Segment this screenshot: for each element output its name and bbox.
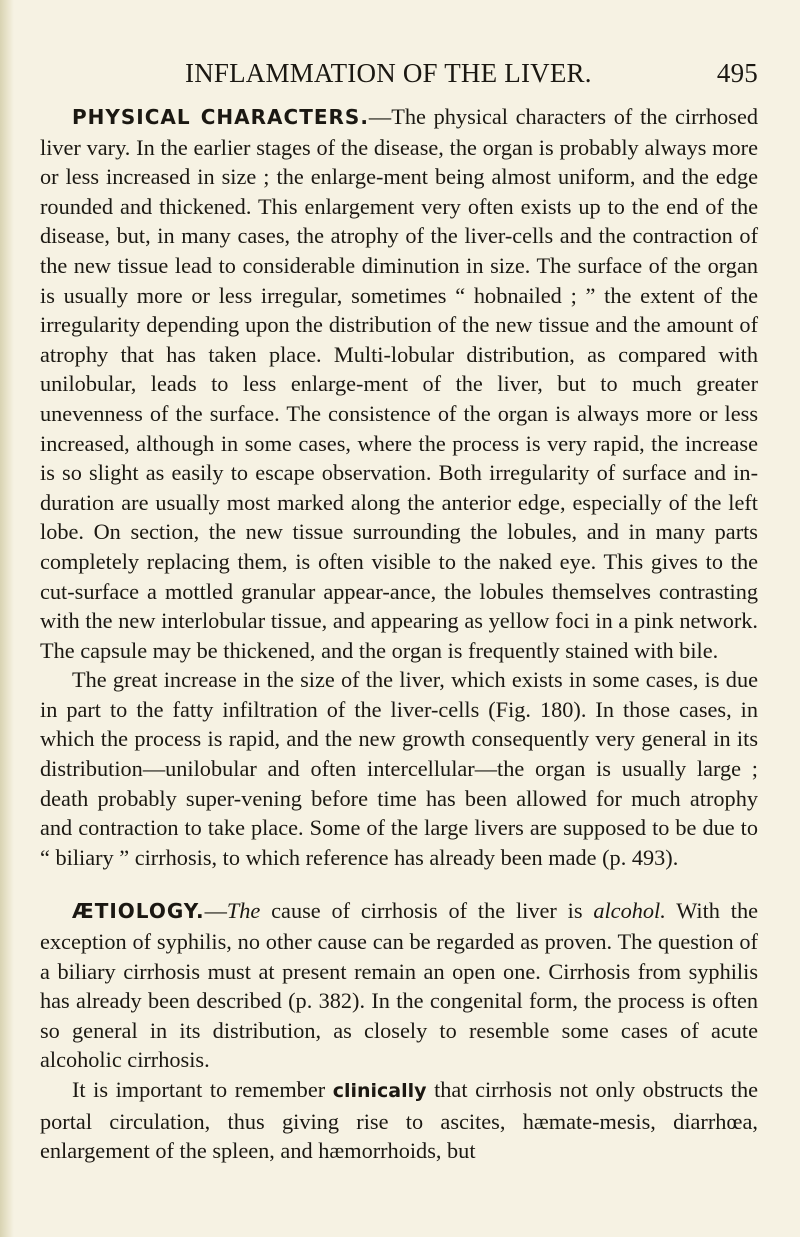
aetiology-italic-the: The bbox=[226, 898, 261, 924]
clinically-bold-word: clinically bbox=[332, 1080, 427, 1102]
aetiology-rest-text: With the exception of syphilis, no other cause can be regarded as proven. The question of a biliary cirrhosis must at present remain an open one. Cirrhosis from syphilis has already been described (p. 382). In the congenital form, the process is often so general in its distribution, as closely to resemble some cases of acute alcoholic cirrhosis. bbox=[40, 898, 758, 1073]
clinical-text-start: It is important to remember bbox=[72, 1077, 333, 1102]
clinical-text-end: that cirrhosis not only obstructs the portal circulation, thus giving rise to ascites, hæmate-mesis, diarrhœa, enlargement of the spleen, and hæmorrhoids, but bbox=[40, 1077, 758, 1164]
aetiology-mid-text: cause of cirrhosis of the liver is bbox=[260, 898, 594, 924]
aetiology-dash: — bbox=[204, 898, 227, 924]
aetiology-paragraph bbox=[40, 896, 758, 1075]
section-heading-aetiology: ÆTIOLOGY. bbox=[72, 899, 205, 924]
clinical-paragraph bbox=[40, 1075, 758, 1166]
section-heading-physical-characters: PHYSICAL CHARACTERS. bbox=[72, 105, 369, 129]
page-edge-shadow bbox=[0, 0, 14, 1237]
aetiology-italic-alcohol: alcohol. bbox=[593, 898, 666, 924]
book-page bbox=[40, 58, 758, 1166]
page-number: 495 bbox=[716, 58, 758, 88]
running-head bbox=[40, 58, 758, 102]
physical-characters-text: —The physical characters of the cirrhosed liver vary. In the earlier stages of the disease, the organ is probably always more or less increased in size ; the enlarge-ment being almost uniform, and the edge rounded and thickened. This enlargement very often exists up to the end of the disease, but, in many cases, the atrophy of the liver-cells and the contraction of the new tissue lead to considerable diminution in size. The surface of the organ is usually more or less irregular, sometimes “ hobnailed ; ” the extent of the irregularity depending upon the distribution of the new tissue and the amount of atrophy that has taken place. Multi-lobular distribution, as compared with unilobular, leads to less enlarge-ment of the liver, but to much greater unevenness of the surface. The consistence of the organ is always more or less increased, although in some cases, where the process is very rapid, the increase is so slight as easily to escape observation. Both irregularity of surface and in-duration are usually most marked along the anterior edge, especially of the left lobe. On section, the new tissue surrounding the lobules, and in many parts completely replacing them, is often visible to the naked eye. This gives to the cut-surface a mottled granular appear-ance, the lobules themselves contrasting with the new interlobular tissue, and appearing as yellow foci in a pink network. The capsule may be thickened, and the organ is frequently stained with bile. bbox=[40, 104, 759, 663]
physical-characters-paragraph bbox=[40, 102, 758, 665]
running-head-title: INFLAMMATION OF THE LIVER. bbox=[185, 58, 592, 88]
liver-size-paragraph: The great increase in the size of the liver, which exists in some cases, is due in part to the fatty infiltration of the liver-cells (Fig. 180). In those cases, in which the process is rapid, and the new growth consequently very general in its distribution—unilobular and often intercellular—the organ is usually large ; death probably super-vening before time has been allowed for much atrophy and contraction to take place. Some of the large livers are supposed to be due to “ biliary ” cirrhosis, to which reference has already been made (p. 493). bbox=[40, 667, 758, 870]
